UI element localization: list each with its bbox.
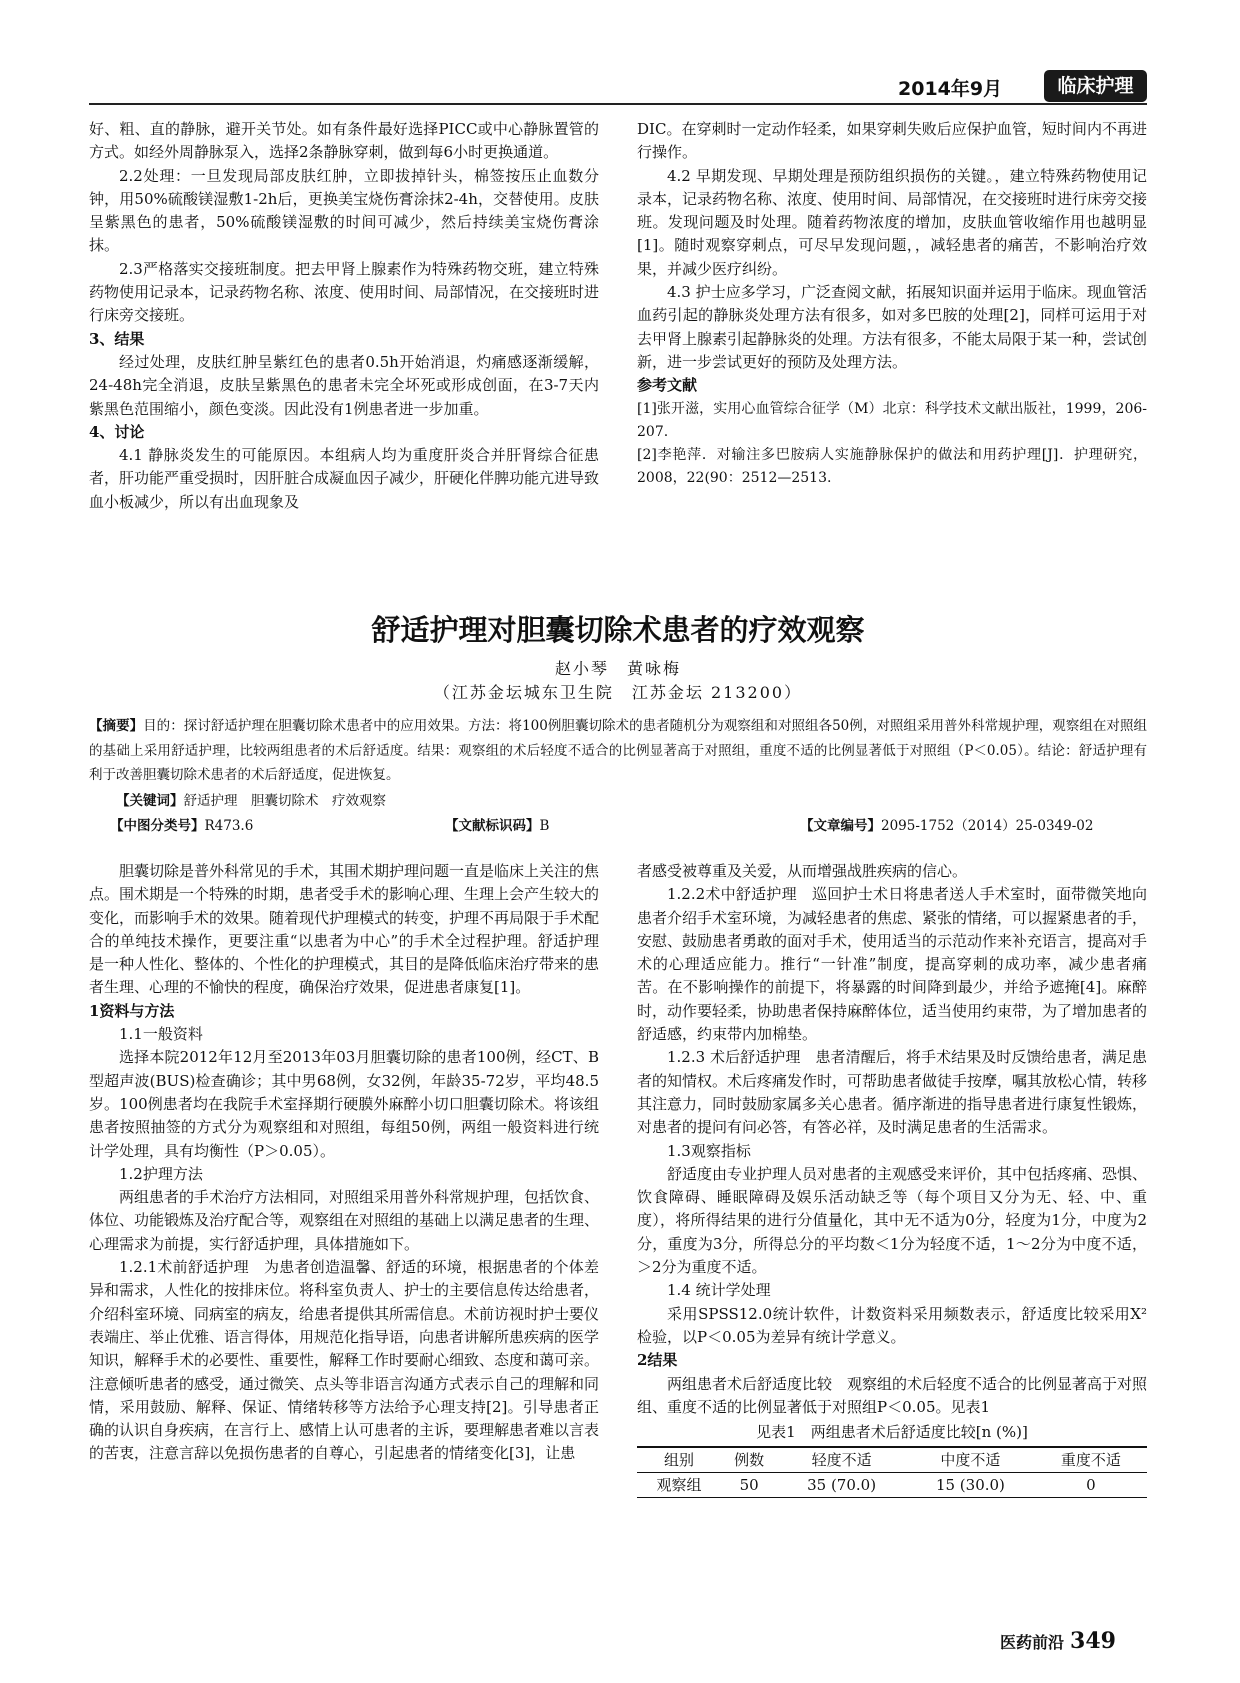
body-left-paragraph: 1资料与方法 bbox=[89, 1001, 175, 1020]
table-cell: 0 bbox=[1086, 1476, 1096, 1495]
references bbox=[637, 398, 1147, 491]
body-right-paragraph: 1.2.3 术后舒适护理 患者清醒后，将手术结果及时反馈给患者，满足患者的知情权。术后疼痛发作时，可帮助患者做徒手按摩，嘱其放松心情，转移其注意力，同时鼓励家属多关心患者。循序渐进的指导患者进行康复性锻炼，对患者的提问有问必答，有答必祥，及时满足患者的生活需求。 bbox=[637, 1048, 1148, 1137]
header-rule bbox=[89, 103, 1147, 105]
top-left-paragraph: 2.3严格落实交接班制度。把去甲肾上腺素作为特殊药物交班，建立特殊药物使用记录本，记录药物名称、浓度、使用时间、局部情况，在交接班时进行床旁交接班。 bbox=[89, 259, 600, 325]
abstract-text: 目的：探讨舒适护理在胆囊切除术患者中的应用效果。方法：将100例胆囊切除术的患者随机分为观察组和对照组各50例，对照组采用普外科常规护理，观察组在对照组的基础上采用舒适护理，比较两组患者的术后舒适度。结果：观察组的术后轻度不适合的比例显著高于对照组，重度不适的比例显著低于对照组（P＜0.05）。结论：舒适护理有利于改善胆囊切除术患者的术后舒适度，促进恢复。 bbox=[89, 718, 1147, 783]
body-left-paragraph: 1.2护理方法 bbox=[119, 1164, 203, 1183]
top-right-paragraph: DIC。在穿刺时一定动作轻柔，如果穿刺失败后应保护血管，短时间内不再进行操作。 bbox=[637, 120, 1147, 162]
body-left-paragraph: 两组患者的手术治疗方法相同，对照组采用普外科常规护理，包括饮食、体位、功能锻炼及治疗配合等，观察组在对照组的基础上以满足患者的生理、心理需求为前提，实行舒适护理，具体措施如下。 bbox=[89, 1188, 600, 1253]
article-title: 舒适护理对胆囊切除术患者的疗效观察 bbox=[371, 613, 865, 647]
reference-item: [1]张开滋，实用心血管综合征学（M）北京：科学技术文献出版社，1999，206-207. bbox=[637, 400, 1147, 440]
table-cell: 35 (70.0) bbox=[807, 1476, 877, 1495]
page-number: 349 bbox=[1070, 1628, 1116, 1654]
top-right-column bbox=[637, 118, 1147, 491]
clc-value: R473.6 bbox=[204, 818, 254, 834]
table-header-cell: 重度不适 bbox=[1060, 1451, 1121, 1470]
body-right-paragraph: 1.2.2术中舒适护理 巡回护士术日将患者送人手术室时，面带微笑地向患者介绍手术室环境，为减轻患者的焦虑、紧张的情绪，可以握紧患者的手，安慰、鼓励患者勇敢的面对手术，使用适当的示范动作来补充语言，提高对手术的心理适应能力。推行“一针准”制度，提高穿刺的成功率，减少患者痛苦。在不影响操作的前提下，将暴露的时间降到最少，并给予遮掩[4]。麻醉时，动作要轻柔，协助患者保持麻醉体位，适当使用约束带，为了增加患者的舒适感，约束带内加棉垫。 bbox=[637, 885, 1148, 1044]
journal-name: 医药前沿 bbox=[1000, 1633, 1065, 1652]
table-cell: 50 bbox=[739, 1476, 759, 1495]
keywords-label: 【关键词】 bbox=[116, 793, 184, 809]
affiliation: （江苏金坛城东卫生院 江苏金坛 213200） bbox=[433, 683, 803, 702]
section-badge: 临床护理 bbox=[1044, 70, 1147, 102]
table-header-cell: 轻度不适 bbox=[811, 1451, 872, 1470]
body-left-paragraph: 选择本院2012年12月至2013年03月胆囊切除的患者100例，经CT、B型超声波(BUS)检查确诊；其中男68例，女32例，年龄35-72岁，平均48.5岁。100例患者均在我院手术室择期行硬膜外麻醉小切口胆囊切除术。将该组患者按照抽签的方式分为观察组和对照组，每组50例，两组一般资料进行统计学处理，具有均衡性（P＞0.05）。 bbox=[89, 1048, 599, 1160]
authors: 赵小琴 黄咏梅 bbox=[554, 659, 681, 678]
body-left-paragraph: 胆囊切除是普外科常见的手术，其围术期护理问题一直是临床上关注的焦点。围术期是一个特殊的时期，患者受手术的影响心理、生理上会产生较大的变化，而影响手术的效果。随着现代护理模式的转变，护理不再局限于手术配合的单纯技术操作，更要注重“以患者为中心”的手术全过程护理。舒适护理是一种人性化、整体的、个性化的护理模式，其目的是降低临床治疗带来的患者生理、心理的不愉快的程度，确保治疗效果，促进患者康复[1]。 bbox=[89, 862, 600, 997]
body-right-paragraph: 1.3观察指标 bbox=[667, 1141, 751, 1160]
table-row bbox=[637, 1473, 1147, 1498]
comfort-table bbox=[637, 1446, 1147, 1498]
table-cell: 观察组 bbox=[656, 1476, 702, 1495]
body-right-paragraph: 1.4 统计学处理 bbox=[667, 1281, 771, 1300]
keywords bbox=[89, 789, 1147, 809]
table-header-cell: 中度不适 bbox=[940, 1451, 1001, 1470]
art-value: 2095-1752（2014）25-0349-02 bbox=[881, 818, 1094, 834]
table-header-cell: 组别 bbox=[664, 1451, 695, 1470]
body-right-paragraph: 采用SPSS12.0统计软件，计数资料采用频数表示，舒适度比较采用X²检验，以P＜0.05为差异有统计学意义。 bbox=[637, 1304, 1147, 1346]
art-label: 【文章编号】 bbox=[800, 818, 881, 834]
body-right-column bbox=[637, 860, 1147, 1498]
top-left-paragraph: 好、粗、直的静脉，避开关节处。如有条件最好选择PICC或中心静脉置管的方式。如经外周静脉泵入，选择2条静脉穿刺，做到每6小时更换通道。 bbox=[89, 120, 599, 162]
body-left-paragraph: 1.1一般资料 bbox=[119, 1025, 203, 1044]
top-right-paragraph: 4.2 早期发现、早期处理是预防组织损伤的关键。，建立特殊药物使用记录本，记录药物名称、浓度、使用时间、局部情况，在交接班时进行床旁交接班。发现问题及时处理。随着药物浓度的增加，皮肤血管收缩作用也越明显[1]。随时观察穿刺点，可尽早发现问题，，减轻患者的痛苦，不影响治疗效果，并减少医疗纠纷。 bbox=[637, 166, 1148, 278]
keywords-text: 舒适护理 胆囊切除术 疗效观察 bbox=[183, 793, 386, 809]
page-footer bbox=[1000, 1628, 1116, 1654]
top-left-paragraph: 3、结果 bbox=[89, 329, 145, 348]
top-right-paragraph: 参考文献 bbox=[637, 376, 698, 395]
table-cell: 15 (30.0) bbox=[935, 1476, 1005, 1495]
clc-number bbox=[110, 814, 253, 834]
doc-value: B bbox=[539, 818, 550, 834]
article-number bbox=[800, 814, 1093, 834]
table-caption: 见表1 两组患者术后舒适度比较[n (%)] bbox=[756, 1423, 1028, 1442]
body-right-paragraph: 者感受被尊重及关爱，从而增强战胜疾病的信心。 bbox=[637, 862, 968, 880]
abstract bbox=[89, 714, 1147, 788]
doc-label: 【文献标识码】 bbox=[445, 818, 540, 834]
clc-label: 【中图分类号】 bbox=[110, 818, 205, 834]
body-right-paragraph: 两组患者术后舒适度比较 观察组的术后轻度不适合的比例显著高于对照组、重度不适的比例显著低于对照组P＜0.05。见表1 bbox=[637, 1374, 1148, 1416]
doc-code bbox=[445, 814, 549, 834]
body-left-paragraph: 1.2.1术前舒适护理 为患者创造温馨、舒适的环境，根据患者的个体差异和需求，人性化的按排床位。将科室负责人、护士的主要信息传达给患者，介绍科室环境、同病室的病友，给患者提供其所需信息。术前访视时护士要仪表端庄、举止优雅、语言得体，用规范化指导语，向患者讲解所患疾病的医学知识，解释手术的必要性、重要性，解释工作时要耐心细致、态度和蔼可亲。注意倾听患者的感受，通过微笑、点头等非语言沟通方式表示自己的理解和同情，采用鼓励、解释、保证、情绪转移等方法给予心理支持[2]。引导患者正确的认识自身疾病，在言行上、感情上认可患者的主诉，要理解患者难以言表的苦衷，注意言辞以免损伤患者的自尊心，引起患者的情绪变化[3]，让患 bbox=[89, 1258, 600, 1463]
top-left-paragraph: 2.2处理：一旦发现局部皮肤红肿，立即拔掉针头，棉签按压止血数分钟，用50%硫酸镁湿敷1-2h后，更换美宝烧伤膏涂抹2-4h，交替使用。皮肤呈紫黑色的患者，50%硫酸镁湿敷的时间可减少，然后持续美宝烧伤膏涂抹。 bbox=[89, 166, 599, 255]
table-header-cell: 例数 bbox=[734, 1451, 765, 1470]
top-left-paragraph: 经过处理，皮肤红肿呈紫红色的患者0.5h开始消退，灼痛感逐渐缓解，24-48h完全消退，皮肤呈紫黑色的患者未完全坏死或形成创面，在3-7天内紫黑色范围缩小，颜色变淡。因此没有1例患者进一步加重。 bbox=[89, 352, 599, 418]
reference-item: [2]李艳萍．对输注多巴胺病人实施静脉保护的做法和用药护理[J]．护理研究，2008，22(90：2512—2513. bbox=[637, 447, 1147, 487]
top-left-column bbox=[89, 118, 599, 514]
body-right-paragraph: 2结果 bbox=[637, 1351, 678, 1370]
body-right-paragraph: 舒适度由专业护理人员对患者的主观感受来评价，其中包括疼痛、恐惧、饮食障碍、睡眠障碍及娱乐活动缺乏等（每个项目又分为无、轻、中、重度），将所得结果的进行分值量化，其中无不适为0分，轻度为1分，中度为2分，重度为3分，所得总分的平均数＜1分为轻度不适，1～2分为中度不适，＞2分为重度不适。 bbox=[637, 1164, 1148, 1277]
top-left-paragraph: 4、讨论 bbox=[89, 422, 145, 441]
top-right-paragraph: 4.3 护士应多学习，广泛查阅文献，拓展知识面并运用于临床。现血管活血药引起的静脉炎处理方法有很多，如对多巴胺的处理[2]，同样可运用于对去甲肾上腺素引起静脉炎的处理。方法有很多，不能太局限于某一种，尝试创新，进一步尝试更好的预防及处理方法。 bbox=[637, 283, 1148, 371]
abstract-label: 【摘要】 bbox=[89, 718, 144, 734]
body-left-column bbox=[89, 860, 599, 1466]
top-left-paragraph: 4.1 静脉炎发生的可能原因。本组病人均为重度肝炎合并肝肾综合征患者，肝功能严重受损时，因肝脏合成凝血因子减少，肝硬化伴脾功能亢进导致血小板减少，所以有出血现象及 bbox=[89, 446, 600, 511]
issue-date: 2014年9月 bbox=[898, 78, 1003, 100]
